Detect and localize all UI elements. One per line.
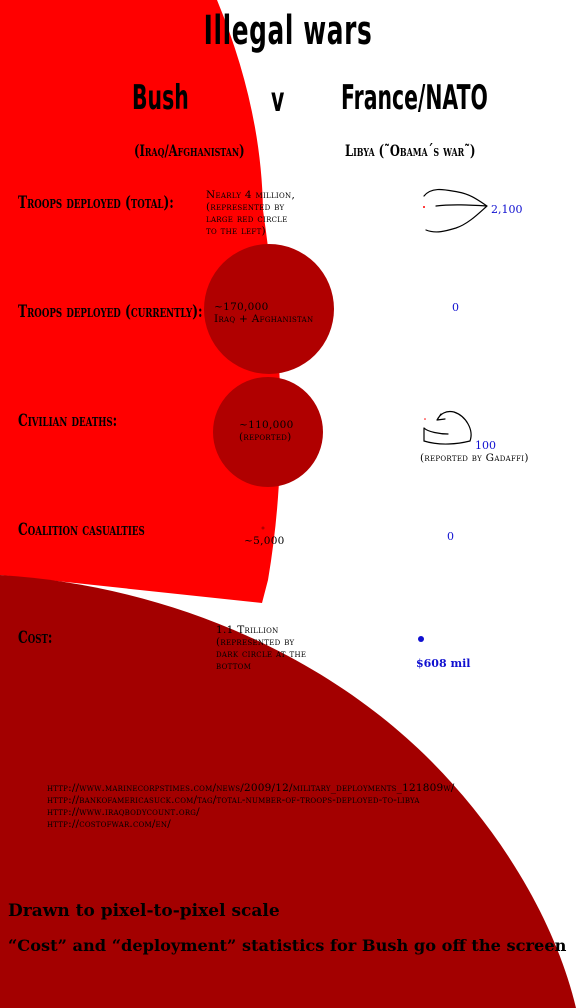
cost-label: Cost: xyxy=(18,628,53,648)
footer-offscreen-note: “Cost” and “deployment” statistics for Bush go off the screen xyxy=(8,936,567,955)
civilian-deaths-nato-note: (reported by Gadaffi) xyxy=(420,452,529,464)
source-link[interactable]: http://www.marinecorpstimes.com/news/2009/12/military_deployments_121809w/ xyxy=(47,782,455,794)
civilian-deaths-nato-value: 100 xyxy=(475,439,496,452)
note-line: (reported) xyxy=(239,431,292,443)
note-line: (represented by xyxy=(206,201,285,213)
sources-list xyxy=(47,782,455,830)
cost-nato-value: $608 mil xyxy=(416,657,471,670)
note-line: (represented by xyxy=(216,636,295,648)
troops-current-nato-value: 0 xyxy=(452,301,459,314)
deaths-arrow-icon xyxy=(424,411,471,444)
troops-total-nato-value: 2,100 xyxy=(491,203,523,216)
right-side-subtitle: Libya (˜Obama´s war˜) xyxy=(345,141,476,160)
note-line: to the left) xyxy=(206,225,266,237)
versus-label: v xyxy=(271,80,285,120)
note-line: Nearly 4 million, xyxy=(206,189,296,201)
nato-troops-dot xyxy=(423,206,425,208)
note-line: Iraq + Afghanistan xyxy=(214,313,314,325)
note-line: 1.1 Trillion xyxy=(216,624,279,636)
cost-bush-note xyxy=(216,624,306,672)
coalition-casualties-dot xyxy=(262,527,265,530)
note-line: ~170,000 xyxy=(214,301,269,313)
troops-total-bush-note xyxy=(206,189,295,237)
coalition-casualties-nato-value: 0 xyxy=(447,530,454,543)
troops-total-label: Troops deployed (total): xyxy=(18,193,174,213)
left-side-title: Bush xyxy=(132,78,189,118)
right-side-title: France/NATO xyxy=(341,78,488,118)
page-title: Illegal wars xyxy=(203,8,373,54)
note-line: bottom xyxy=(216,660,252,672)
nato-deaths-dot xyxy=(424,418,426,420)
coalition-casualties-label: Coalition casualties xyxy=(18,520,145,540)
footer-scale-note: Drawn to pixel-to-pixel scale xyxy=(8,901,280,921)
note-line: large red circle xyxy=(206,213,288,225)
left-side-subtitle: (Iraq/Afghanistan) xyxy=(134,141,245,160)
nato-cost-dot xyxy=(418,636,424,642)
troops-current-label: Troops deployed (currently): xyxy=(18,302,203,322)
civilian-deaths-label: Civilian deaths: xyxy=(18,411,118,431)
troops-arrow-icon xyxy=(424,190,487,232)
source-link[interactable]: http://www.iraqbodycount.org/ xyxy=(47,806,200,818)
coalition-casualties-bush-value: ~5,000 xyxy=(244,535,285,547)
civilian-deaths-bush-note xyxy=(239,419,294,443)
note-line: ~110,000 xyxy=(239,419,294,431)
troops-current-bush-note xyxy=(214,301,313,325)
source-link[interactable]: http://costofwar.com/en/ xyxy=(47,818,171,830)
source-link[interactable]: http://bankofamericasuck.com/tag/total-number-of-troops-deployed-to-libya xyxy=(47,794,420,806)
note-line: dark circle at the xyxy=(216,648,307,660)
